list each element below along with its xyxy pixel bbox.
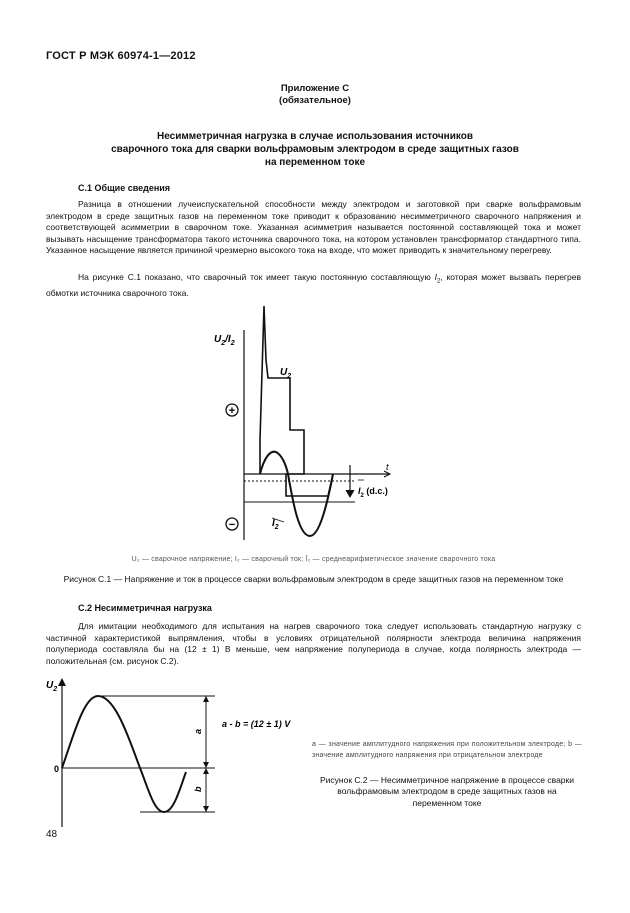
minus-sign: − — [228, 519, 236, 531]
dc-label: $I_2$ (d.c.) — [358, 486, 388, 499]
title-line-3: на переменном токе — [264, 157, 366, 168]
para2-sub: 2 — [436, 278, 441, 285]
section-2-heading: С.2 Несимметричная нагрузка — [78, 603, 212, 613]
para2-text-b: , которая может вызвать перегрев обмотки источника сварочного тока. — [46, 272, 582, 299]
dc-arrow-head-icon — [346, 490, 354, 497]
asymmetric-voltage-curve — [62, 696, 186, 812]
document-title — [40, 130, 590, 169]
b-label: b — [193, 786, 203, 792]
annex-title: Приложение С — [280, 83, 350, 94]
figure-2-caption: Рисунок С.2 — Несимметричное напряжение в процессе сварки вольфрамовым электродом в среде защитных газов на переменном токе — [320, 775, 574, 808]
annex-status: (обязательное) — [279, 95, 351, 106]
title-line-1: Несимметричная нагрузка в случае использования источников — [157, 131, 473, 142]
a-bottom-arrow-icon — [203, 762, 209, 768]
figure-2-legend: a — значение амплитудного напряжения при положительном электроде; b — значение амплитудного напряжения при отрицательном электроде — [312, 741, 582, 759]
a-label: a — [193, 728, 203, 734]
i2-current-curve — [260, 452, 333, 536]
i2-label: $I_2$ — [272, 518, 279, 531]
para2-var: I — [434, 272, 437, 282]
figure-2-diagram — [40, 672, 320, 832]
section-1-heading: С.1 Общие сведения — [78, 183, 171, 193]
section-2-paragraph: Для имитации необходимого для испытания на нагрев сварочного тока следует использовать стандартную нагрузку с частичной характеристикой выпрямления, чтобы в условиях отрицательной полярности электрода величина напряжения полупериода составляла бы на (12 ± 1) В меньше, чем напряжение полупериода в случае, когда полярность электрода — положительная (см. рисунок С.2). — [46, 621, 581, 666]
origin-label: 0 — [54, 764, 60, 774]
figure-1-caption: Рисунок С.1 — Напряжение и ток в процессе сварки вольфрамовым электродом в среде защитных газов на переменном токе — [63, 574, 564, 584]
b-top-arrow-icon — [203, 768, 209, 774]
a-top-arrow-icon — [203, 696, 209, 702]
u2-label: $U_2$ — [280, 367, 292, 380]
figure-1-diagram — [200, 300, 410, 550]
title-line-2: сварочного тока для сварки вольфрамовым электродом в среде защитных газов — [111, 144, 519, 155]
section-1-paragraph-1: Разница в отношении лучеиспускательной способности между электродом и заготовкой при сварке вольфрамовым электродом в среде защитных газов на переменном токе приводит к образованию несимметричного сварочного напряжения и соответствующей асимметрии в сварочном токе. Указанная асимметрия называется постоянной составляющей тока и может вызывать насыщение трансформатора такого источника сварочного тока, на котором установлен трансформатор стандартного типа. Указанное насыщение является причиной чрезмерно высокого тока на входе, что может приводить к значительному перегреву. — [46, 199, 581, 256]
time-label: t — [386, 462, 389, 472]
formula-label: a - b = (12 ± 1) V — [222, 719, 291, 729]
u2-voltage-curve — [260, 306, 333, 496]
figure-2-axis-label: $U_2$ — [46, 680, 58, 693]
figure-1-legend: U₂ — сварочное напряжение; I₂ — сварочный ток; Ī₂ — среднеарифметическое значение сварочного тока — [131, 556, 496, 563]
b-bottom-arrow-icon — [203, 806, 209, 812]
plus-sign: + — [228, 405, 236, 417]
section-1-paragraph-2 — [46, 272, 581, 300]
page-number: 48 — [46, 829, 58, 840]
para2-text-a: На рисунке С.1 показано, что сварочный ток имеет такую постоянную составляющую — [78, 272, 435, 282]
figure-1-axis-label: $U_2/I_2$ — [214, 334, 235, 347]
standard-header: ГОСТ Р МЭК 60974-1—2012 — [46, 50, 196, 62]
y-axis-arrow-icon — [58, 678, 66, 686]
